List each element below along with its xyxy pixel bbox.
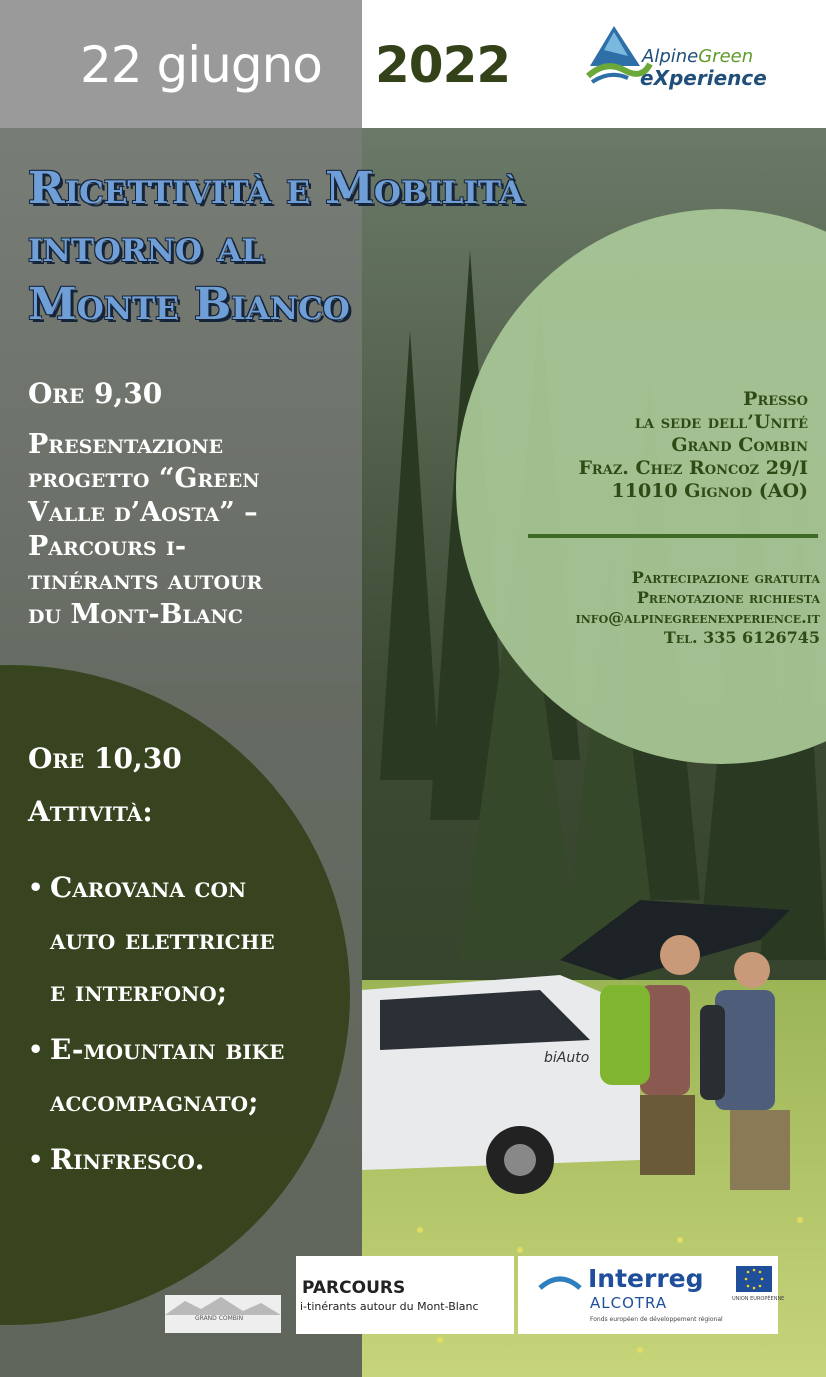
car-brand-label: biAuto [544, 1050, 590, 1066]
logo-line2: eXperience [640, 66, 767, 90]
contact-info [490, 568, 820, 648]
activities-label: Attività: [28, 795, 153, 828]
session1-description [28, 428, 348, 632]
bullet-icon: • [28, 1035, 44, 1064]
parcours-subtitle: i-tinérants autour du Mont-Blanc [300, 1300, 479, 1313]
list-item: • Carovana con auto elettriche e interfono; [28, 862, 348, 1018]
contact-line: Prenotazione richiesta [636, 588, 820, 607]
activities-list [28, 862, 348, 1192]
list-item: • E-mountain bike accompagnato; [28, 1024, 348, 1128]
grand-combin-logo [165, 1295, 281, 1333]
eu-label: UNION EUROPÉENNE [732, 1296, 785, 1302]
description-line: tinérants autour [28, 565, 263, 596]
title-line: intorno al [28, 221, 264, 272]
venue-line: Presso [743, 388, 808, 410]
description-line: du Mont-Blanc [28, 599, 244, 630]
contact-email[interactable]: info@alpinegreenexperience.it [575, 608, 820, 627]
parcours-logo [296, 1256, 514, 1334]
divider-line [528, 534, 818, 538]
event-title [28, 160, 728, 334]
title-line: Monte Bianco [28, 279, 350, 330]
list-item: • Rinfresco. [28, 1134, 348, 1186]
title-line: Ricettività e Mobilità [28, 163, 524, 214]
venue-line: Grand Combin [671, 434, 808, 456]
venue-line: 11010 Gignod (AO) [611, 480, 808, 502]
session1-time: Ore 9,30 [28, 377, 163, 410]
interreg-subtitle: ALCOTRA [590, 1294, 668, 1312]
interreg-footnote: Fonds européen de développement régional [590, 1316, 723, 1323]
description-line: Presentazione [28, 429, 224, 460]
description-line: Parcours i- [28, 531, 187, 562]
venue-info [488, 388, 808, 503]
partner-logos [296, 1256, 785, 1334]
session2-time: Ore 10,30 [28, 742, 182, 775]
logo-line1: AlpineGreen [642, 46, 754, 67]
contact-line: Partecipazione gratuita [631, 568, 820, 587]
parcours-title: PARCOURS [302, 1278, 406, 1298]
bullet-icon: • [28, 1145, 44, 1174]
bullet-icon: • [28, 873, 44, 902]
alpine-green-experience-logo [584, 20, 789, 102]
description-line: Valle d’Aosta” – [28, 497, 258, 528]
grand-combin-text: GRAND COMBIN [195, 1315, 244, 1322]
interreg-logo [518, 1256, 785, 1334]
event-date-year: 2022 [375, 36, 511, 94]
eu-stars-icon [736, 1266, 772, 1292]
event-date-day: 22 giugno [80, 36, 322, 94]
mountain-icon [165, 1295, 281, 1315]
contact-phone[interactable]: Tel. 335 6126745 [663, 628, 820, 647]
interreg-title: Interreg [588, 1264, 704, 1293]
description-line: progetto “Green [28, 463, 260, 494]
eu-flag-icon [736, 1266, 772, 1292]
venue-line: Fraz. Chez Roncoz 29/I [578, 457, 808, 479]
interreg-swoosh-icon [538, 1270, 582, 1292]
venue-line: la sede dell’Unité [634, 411, 808, 433]
